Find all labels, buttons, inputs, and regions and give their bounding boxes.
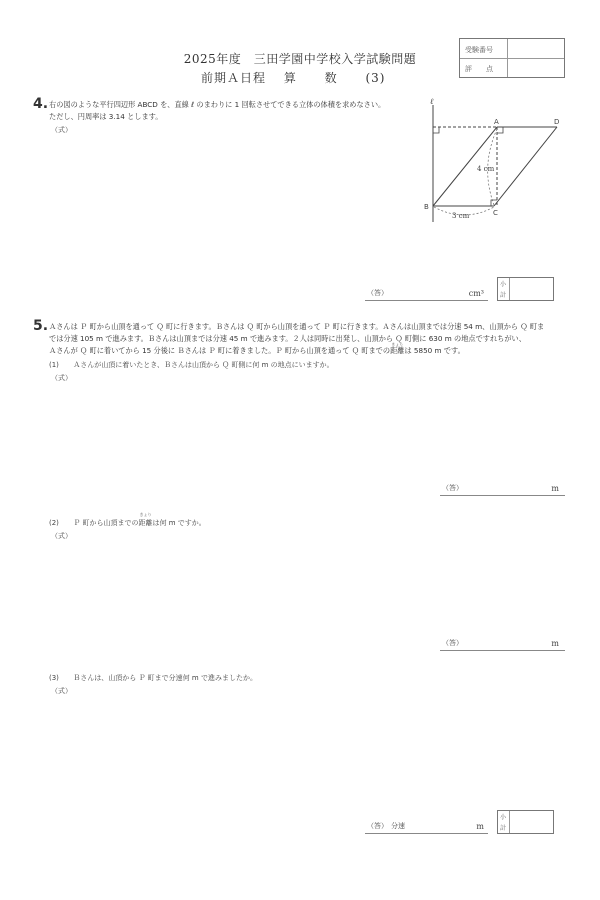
q5-part2-work-label: （式） — [51, 532, 72, 540]
q5-text — [49, 321, 569, 357]
base-3cm-label: 3 cm — [452, 212, 470, 220]
q5-part1-question — [49, 360, 334, 370]
exam-number-label: 受験番号 — [465, 46, 493, 54]
q5-subtotal-box — [497, 810, 554, 834]
q4-text — [49, 99, 419, 123]
id-box-divider — [507, 39, 508, 77]
q5-part3-work-label: （式） — [51, 687, 72, 695]
q5-part2-answer-label: （答） — [442, 639, 463, 647]
q5-part3-text: Ｂさんは、山頂から Ｐ 町まで分速何 m で進みましたか。 — [73, 674, 257, 682]
point-d-label: D — [554, 118, 560, 126]
q5-ruby-distance — [390, 342, 405, 357]
score-row — [460, 58, 564, 77]
q5-part3-number: (3) — [49, 674, 59, 682]
q5-text-line3 — [49, 342, 569, 357]
point-b-label: B — [424, 203, 429, 211]
q5-part2-number: (2) — [49, 519, 59, 527]
q4-subtotal-box — [497, 277, 554, 301]
q4-answer-line[interactable] — [365, 286, 488, 301]
subject-char-1: 算 — [283, 71, 297, 85]
q5-part3-question — [49, 673, 257, 683]
subject-char-2: 数 — [324, 71, 338, 85]
exam-id-box — [459, 38, 565, 78]
page-number: (3) — [365, 71, 386, 85]
q5-part3-answer-label: （答） — [367, 822, 388, 830]
q5-part1-work-label: （式） — [51, 374, 72, 382]
q4-answer-unit: cm³ — [468, 289, 484, 298]
q5-number: 5. — [33, 318, 49, 334]
q5-part2-ruby-distance — [138, 512, 153, 528]
q4-parallelogram-figure — [420, 97, 595, 227]
parallelogram-diagram — [420, 97, 595, 227]
line-l-label: ℓ — [430, 97, 434, 106]
q5-part3-answer-unit: m — [476, 822, 484, 831]
q5-text-line3-a: Ａさんが Ｑ 町に着いてから 15 分後に Ｂさんは Ｐ 町に着きました。Ｐ 町から山頂を通って Ｑ 町までの — [49, 346, 391, 355]
q5-part2-ruby-reading: きょり — [139, 512, 152, 517]
exam-subtitle — [175, 69, 385, 86]
q5-part1-number: (1) — [49, 361, 59, 369]
q5-ruby-base: 距離 — [390, 346, 405, 355]
q5-part1-answer-label: （答） — [442, 484, 463, 492]
q4-subtotal-divider — [509, 278, 510, 300]
q5-subtotal-label: 小計 — [500, 814, 507, 832]
q4-number: 4. — [33, 96, 49, 112]
q5-part2-answer-line[interactable] — [440, 636, 565, 651]
point-c-label: C — [493, 209, 498, 217]
q5-part2-text-a: Ｐ 町から山頂までの — [73, 519, 139, 527]
q5-part1-answer-unit: m — [551, 484, 559, 493]
q5-part2-answer-unit: m — [551, 639, 559, 648]
q5-text-line2: では分速 105 m で進みます。Ｂさんは山頂までは分速 45 m で進みます。２人は同時に出発し、山頂から Ｑ 町側に 630 m の地点ですれちがい、 — [49, 334, 526, 343]
session-label: 前期Ａ日程 — [201, 71, 267, 85]
q5-subtotal-divider — [509, 811, 510, 833]
q4-work-label: （式） — [51, 126, 72, 134]
q5-part2-question — [49, 512, 206, 528]
q4-text-line1: 右の図のような平行四辺形 ABCD を、直線 ℓ のまわりに 1 回転させてできる立体の体積を求めなさい。 — [49, 100, 386, 109]
point-a-label: A — [494, 118, 499, 126]
q5-part3-answer-line[interactable] — [365, 819, 488, 834]
score-label: 評 点 — [465, 65, 493, 73]
q5-ruby-reading: きょり — [391, 342, 404, 347]
q5-part1-text: Ａさんが山頂に着いたとき、Ｂさんは山頂から Ｑ 町側に何 m の地点にいますか。 — [73, 361, 334, 369]
q5-text-line1: Ａさんは Ｐ 町から山頂を通って Ｑ 町に行きます。Ｂさんは Ｑ 町から山頂を通って Ｐ 町に行きます。Ａさんは山頂までは分速 54 m、山頂から Ｑ 町ま — [49, 322, 545, 331]
exam-number-row — [460, 39, 564, 59]
q5-part2-text-b: は何 m ですか。 — [152, 519, 206, 527]
q4-subtotal-label: 小計 — [500, 281, 507, 299]
q4-text-line2: ただし、円周率は 3.14 とします。 — [49, 112, 163, 121]
exam-title: 2025年度 三田学園中学校入学試験問題 — [183, 52, 417, 66]
q5-part1-answer-line[interactable] — [440, 481, 565, 496]
q5-text-line3-b: は 5850 m です。 — [404, 346, 465, 355]
q4-answer-label: （答） — [367, 289, 388, 297]
q5-part3-answer-prefix: 分速 — [391, 822, 405, 830]
height-4cm-label: 4 cm — [477, 165, 495, 173]
q5-part2-ruby-base: 距離 — [138, 519, 153, 527]
